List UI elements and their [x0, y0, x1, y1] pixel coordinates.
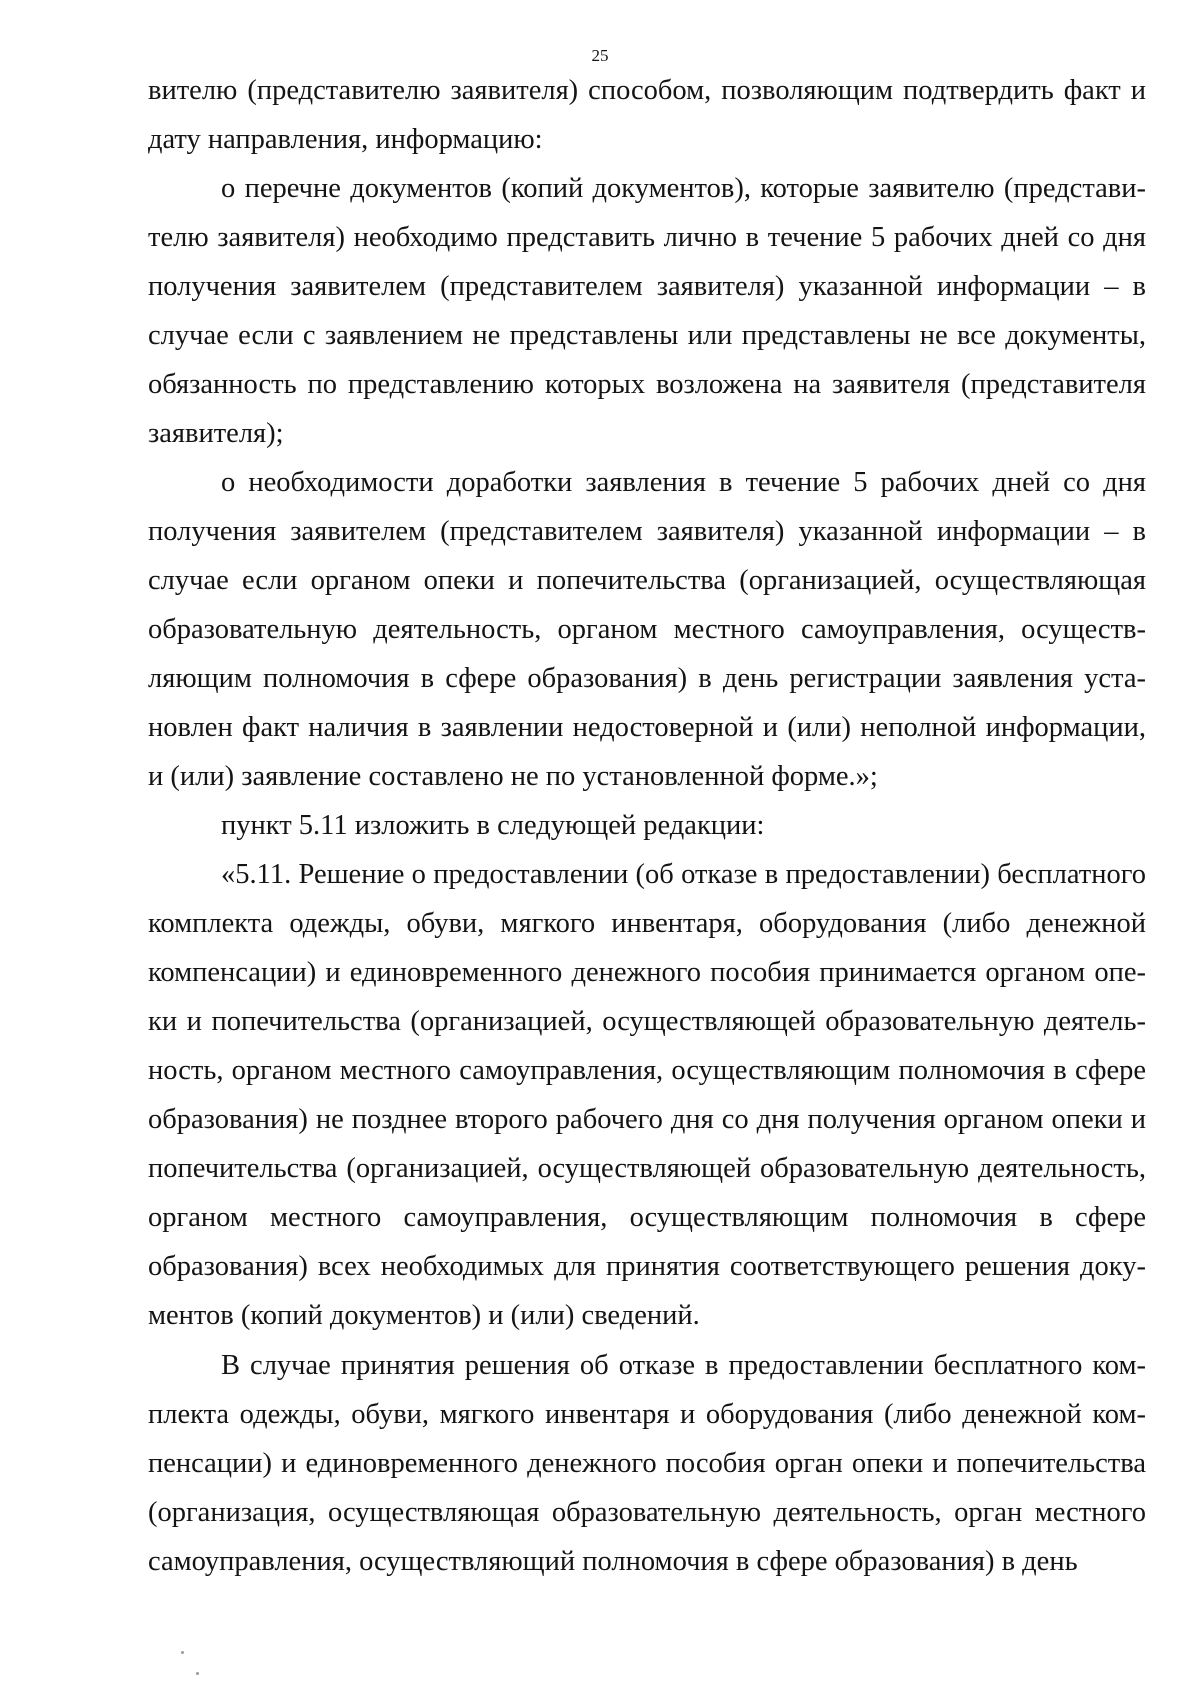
paragraph-amendment-instruction: пункт 5.11 изложить в следующей редакции: — [221, 810, 765, 841]
document-body — [148, 66, 1146, 1586]
paragraph-refusal-decision: В случае принятия решения об отказе в предоставлении бесплатного комплекта одежды, обуви, мягкого инвентаря и оборудования (либо денежной компенсации) и единовременного денежного пособия орган опеки и попечительства (организация, осуществляющая образовательную деятельность, орган местного самоуправления, осуществляющий полномочия в сфере образования) в день — [148, 1350, 1146, 1577]
scan-artifact-dot — [181, 1651, 184, 1654]
paragraph-application-revision: о необходимости доработки заявления в течение 5 рабочих дней со дня получения заявителем (представителем заявителя) указанной информации – в случае если органом опеки и попечительства (организацией, осуществляющая образовательную деятельность, органом местного самоуправления, осуществляющим полномочия в сфере образования) в день регистрации заявления установлен факт наличия в заявлении недостоверной и (или) неполной информации, и (или) заявление составлено не по установленной форме.»; — [148, 467, 1146, 792]
paragraph-clause-5-11: «5.11. Решение о предоставлении (об отказе в предоставлении) бесплатного комплекта одежды, обуви, мягкого инвентаря, оборудования (либо денежной компенсации) и единовременного денежного пособия принимается органом опеки и попечительства (организацией, осуществляющей образовательную деятельность, органом местного самоуправления, осуществляющим полномочия в сфере образования) не позднее второго рабочего дня со дня получения органом опеки и попечительства (организацией, осуществляющей образовательную деятельность, органом местного самоуправления, осуществляющим полномочия в сфере образования) всех необходимых для принятия соответствующего решения документов (копий документов) и (или) сведений. — [148, 859, 1146, 1331]
page-number: 25 — [591, 46, 609, 65]
paragraph-continuation: вителю (представителю заявителя) способом, позволяющим подтвердить факт и дату направления, информацию: — [148, 75, 1146, 155]
paragraph-document-list: о перечне документов (копий документов), которые заявителю (представителю заявителя) необходимо представить лично в течение 5 рабочих дней со дня получения заявителем (представителем заявителя) указанной информации – в случае если с заявлением не представлены или представлены не все документы, обязанность по представлению которых возложена на заявителя (представителя заявителя); — [148, 173, 1146, 449]
scan-artifact-dot — [196, 1672, 199, 1675]
